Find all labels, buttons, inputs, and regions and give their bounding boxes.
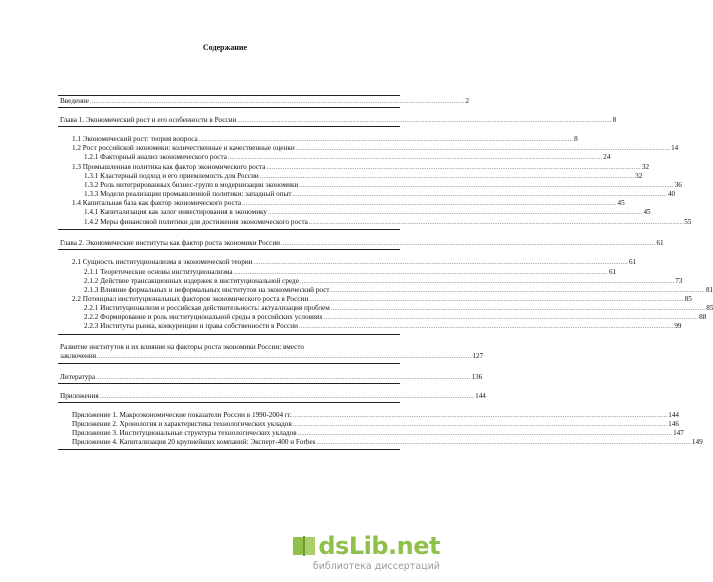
divider	[58, 363, 400, 364]
toc-entry: 1.1 Экономический рост: теория вопроса ..... 8	[72, 135, 400, 144]
toc-entry: Введение ..... 2	[60, 97, 400, 106]
book-icon	[290, 532, 318, 560]
watermark	[312, 532, 440, 576]
toc-entry: Глава 2. Экономические институты как фактор роста экономики России ..... 61	[60, 239, 400, 248]
toc-entry: Литература ..... 136	[60, 373, 400, 382]
watermark-logo: dsLib.net	[318, 532, 440, 560]
toc-entry: 2.2.3 Институты рынка, конкуренции и права собственности в России ..... 99	[84, 322, 400, 331]
toc-entry: 2.2 Потенциал институциональных факторов экономического роста в России ..... 85	[72, 295, 400, 304]
divider	[58, 449, 400, 450]
toc-entry: 1.3 Промышленная политика как фактор экономического роста ..... 32	[72, 163, 400, 172]
toc-entry: заключения ..... 127	[60, 352, 400, 361]
toc-entry: 1.4.1 Капитализация как залог инвестирования в экономику ..... 45	[84, 208, 400, 217]
toc-entry: Приложение 4. Капитализация 20 крупнейших компаний: Эксперт-400 и Forbes ..... 149	[72, 438, 400, 447]
toc-entry: 2.2.2 Формирование и роль институциональной среды в российских условиях ..... 88	[84, 313, 400, 322]
toc-entry: 2.1 Сущность институционализма в экономической теории ..... 61	[72, 258, 400, 267]
divider	[58, 229, 400, 230]
toc-entry: 1.3.1 Кластерный подход и его приемлемость для России ..... 32	[84, 172, 400, 181]
toc-entry: 1.4 Капитальная база как фактор экономического роста ..... 45	[72, 199, 400, 208]
toc-entry: Развитие институтов и их влияние на факторы роста экономики России: вместо	[60, 343, 305, 351]
toc-entry: 1.3.2 Роль интегрированных бизнес-групп в модернизации экономики ..... 36	[84, 181, 400, 190]
toc-entry: Приложение 1. Макроэкономические показатели России в 1990-2004 гг. ..... 144	[72, 411, 400, 420]
toc-entry: Приложение 2. Хронология и характеристика технологических укладов ..... 146	[72, 420, 400, 429]
divider	[58, 383, 400, 384]
toc-entry: 1.3.3 Модели реализации промышленной политики: западный опыт ..... 40	[84, 190, 400, 199]
divider	[58, 249, 400, 250]
toc-entry: 2.1.1 Теоретические основы институционализма ..... 61	[84, 268, 400, 277]
toc-entry: Глава 1. Экономический рост и его особенности в России ..... 8	[60, 116, 400, 125]
toc-entry: 1.4.2 Меры финансовой политики для достижения экономического роста ..... 55	[84, 218, 400, 227]
divider	[58, 95, 400, 96]
watermark-subtitle: библиотека диссертаций	[312, 561, 440, 572]
divider	[58, 402, 400, 403]
divider	[58, 107, 400, 108]
toc-entry: Приложение 3. Институциональные структуры технологических укладов ..... 147	[72, 429, 400, 438]
toc-entry: 2.1.3 Влияние формальных и неформальных институтов на экономический рост ..... 81	[84, 286, 400, 295]
toc-entry: Приложения ..... 144	[60, 392, 400, 401]
page-title: Содержание	[202, 43, 248, 52]
toc-entry: 2.2.1 Институционализм и российская действительность: актуализация проблем ..... 85	[84, 304, 400, 313]
divider	[58, 334, 400, 335]
toc-entry: 2.1.2 Действие трансакционных издержек в институциональной среде ..... 73	[84, 277, 400, 286]
toc-entry: 1.2 Рост российской экономики: количественные и качественные оценки ..... 14	[72, 144, 400, 153]
toc-entry: 1.2.1 Факторный анализ экономического роста ..... 24	[84, 153, 400, 162]
divider	[58, 126, 400, 127]
